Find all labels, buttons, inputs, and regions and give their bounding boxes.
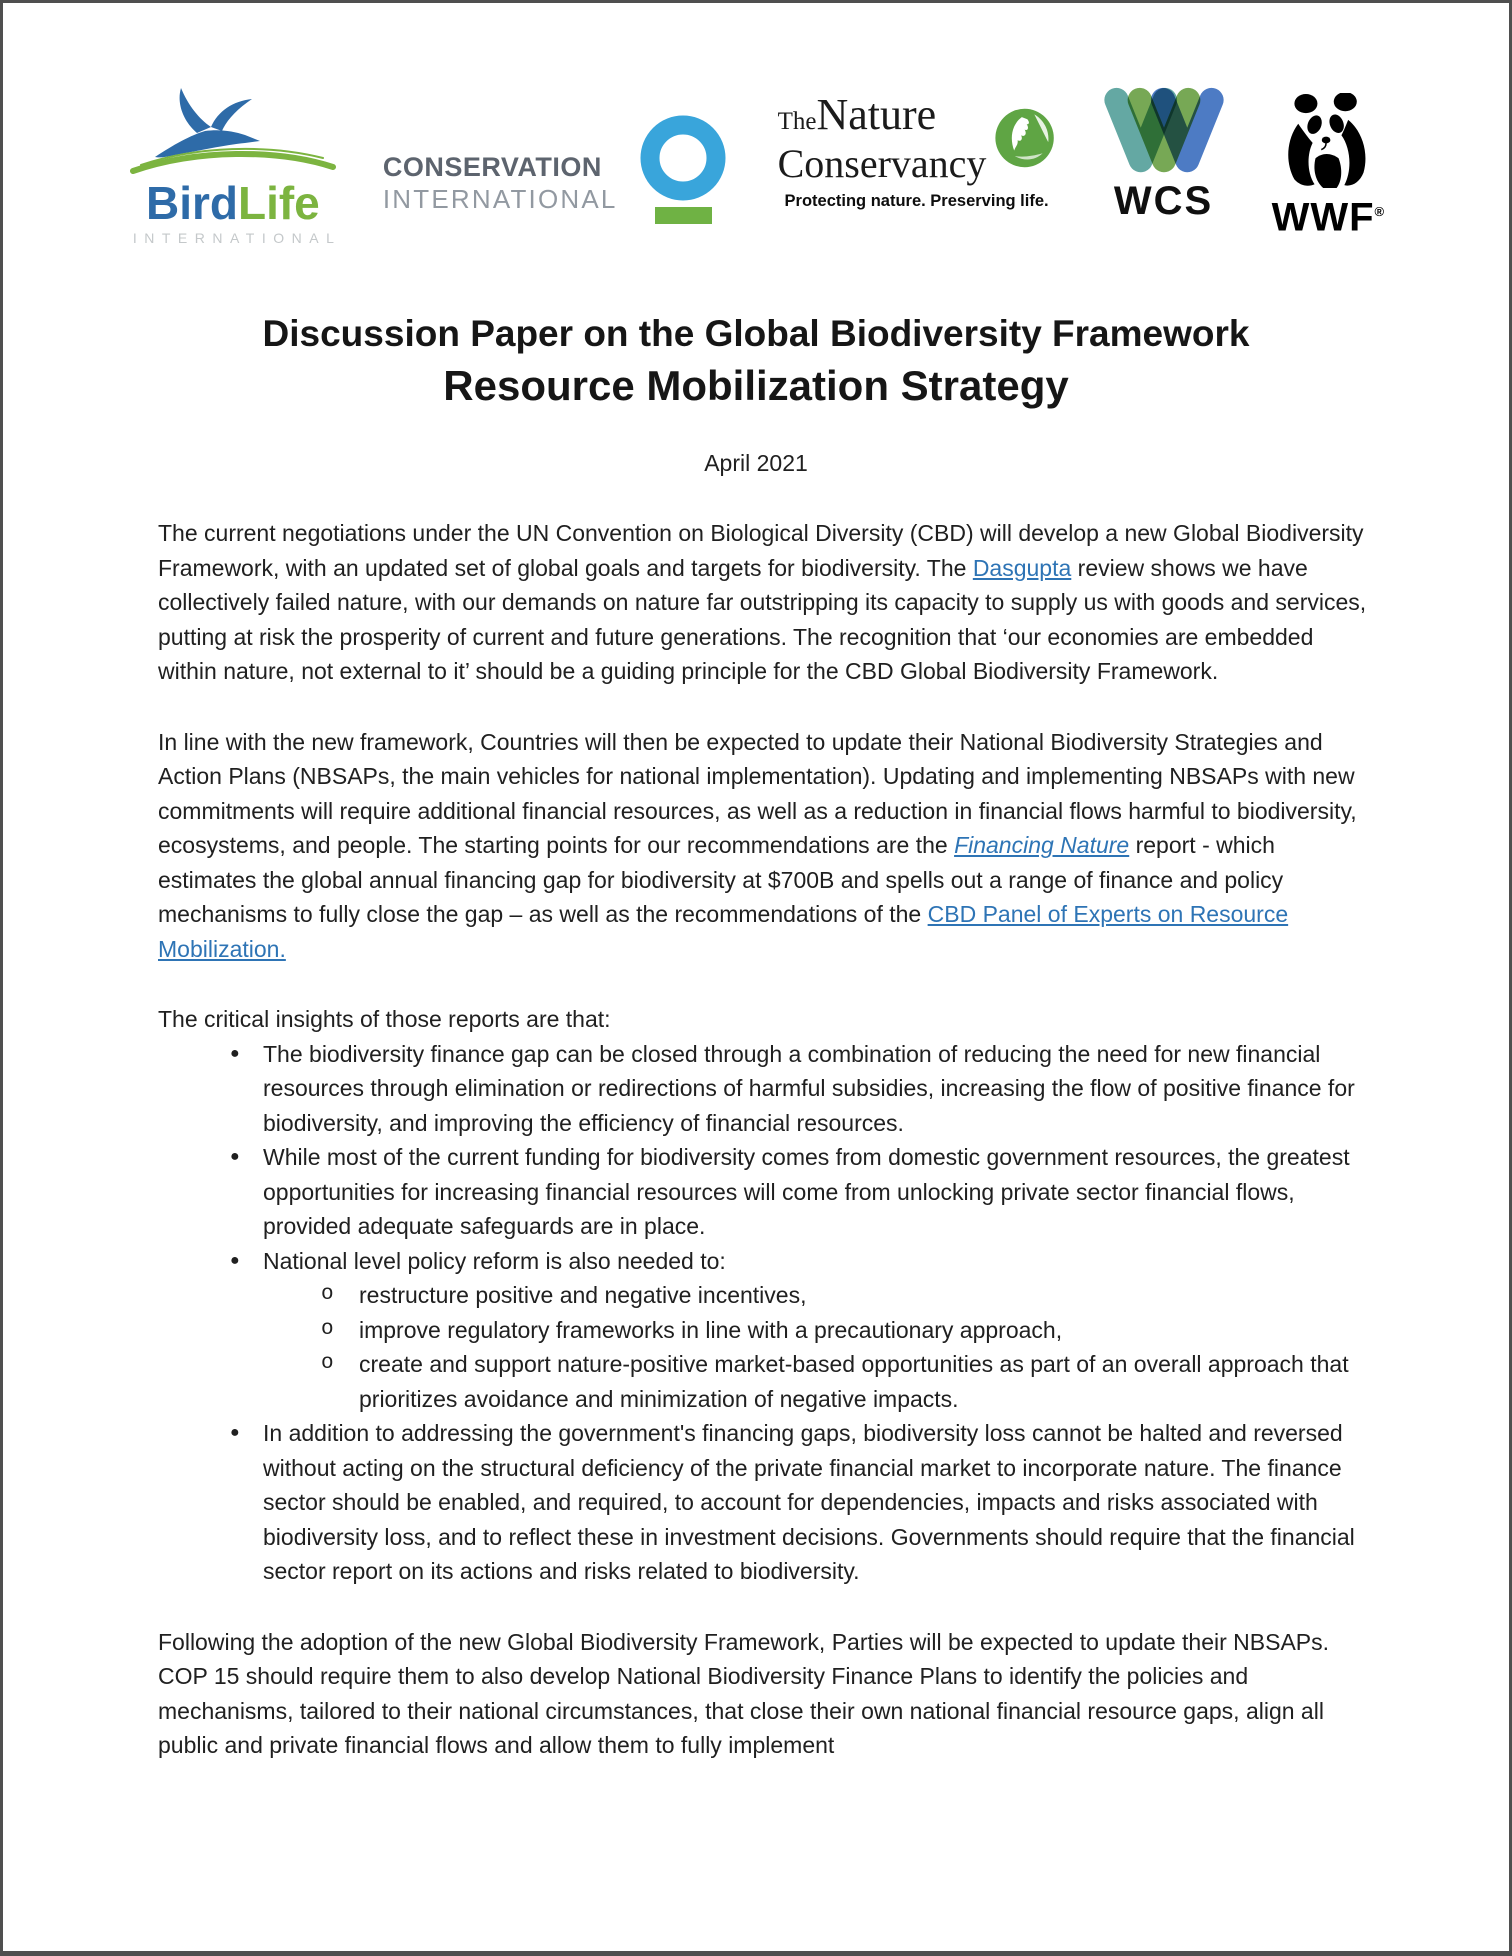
text-run: In line with the new framework, Countries will then be expected to update their National Biodiversity Strategies and Action Plans (NBSAPs, the main vehicles for national implementation). Updating and implementing NBSAPs with new commitments will require additional financial resources, as well as a reduction in financial flows harmful to biodiversity, ecosystems, and people. The starting points for our recommendations are the (158, 728, 1357, 858)
wcs-wordmark: WCS (1113, 179, 1214, 223)
nature-conservancy-logo (777, 90, 1056, 211)
sub-bullet-icon: o (321, 1283, 334, 1306)
hyperlink[interactable]: CBD Panel of Experts on Resource Mobilization. (158, 901, 1289, 962)
title-line2: Resource Mobilization Strategy (443, 362, 1069, 409)
list-item (158, 1037, 1374, 1141)
text-run: The current negotiations under the UN Convention on Biological Diversity (CBD) will develop a new Global Biodiversity Framework, with an updated set of global goals and targets for biodiversity. The (158, 520, 1364, 581)
document-title (3, 309, 1509, 413)
ci-line1: CONSERVATION (382, 152, 602, 182)
bullet-text: While most of the current funding for biodiversity comes from domestic government resources, the greatest opportunities for increasing financial resources will come from unlocking private sector financial flows, provided adequate safeguards are in place. (263, 1144, 1350, 1239)
sub-bullet-icon: o (321, 1317, 334, 1341)
ci-ring-icon (632, 113, 734, 231)
birdlife-logo (127, 83, 342, 246)
sub-bullet-text: improve regulatory frameworks in line with a precautionary approach, (359, 1316, 1063, 1343)
text-run: report - which estimates the global annual financing gap for biodiversity at $700B and spells out a range of finance and policy mechanisms to fully close the gap – as well as the recommendations of the (158, 832, 1284, 927)
wcs-w-icon (1100, 85, 1228, 177)
sub-bullet-text: restructure positive and negative incentives, (359, 1282, 807, 1308)
text-run: review shows we have collectively failed nature, with our demands on nature far outstripping its capacity to supply us with goods and services, putting at risk the prosperity of current and future generations. The recognition that ‘our economies are embedded within nature, not external to it’ should be a guiding principle for the CBD Global Biodiversity Framework. (158, 554, 1367, 684)
bullet-text: National level policy reform is also needed to: (263, 1247, 726, 1274)
list-item (158, 1244, 1374, 1417)
tnc-wordmark (777, 90, 987, 186)
tnc-word-the: The (777, 108, 817, 135)
bullet-icon: ● (230, 1148, 240, 1165)
birdlife-subtext: INTERNATIONAL (132, 230, 342, 246)
logo-strip (3, 81, 1509, 246)
ci-line2: INTERNATIONAL (382, 184, 618, 214)
sub-bullet-text: create and support nature-positive market-based opportunities as part of an overall approach that prioritizes avoidance and minimization of negative impacts. (359, 1351, 1349, 1412)
hyperlink[interactable]: Financing Nature (954, 832, 1130, 858)
title-line1: Discussion Paper on the Global Biodiversity Framework (262, 313, 1250, 354)
paragraph-intro-1 (158, 516, 1374, 689)
bullet-icon: ● (230, 1044, 240, 1062)
ci-wordmark (383, 151, 618, 215)
paragraph-intro-2 (158, 725, 1374, 967)
sub-list (263, 1278, 1374, 1416)
wwf-wordmark (1271, 194, 1386, 240)
bullet-text: The biodiversity finance gap can be closed through a combination of reducing the need for new financial resources through elimination or redirections of harmful subsidies, increasing the flow of positive finance for biodiversity, and improving the efficiency of financial resources. (263, 1040, 1355, 1136)
birdlife-word-life: Life (237, 177, 320, 229)
sub-list-item (263, 1313, 1374, 1348)
birdlife-word-bird: Bird (145, 177, 238, 229)
wwf-text: WWF (1271, 195, 1375, 240)
insights-list (158, 1037, 1374, 1589)
list-item (158, 1140, 1374, 1244)
hyperlink[interactable]: Dasgupta (972, 554, 1072, 581)
tnc-globe-icon (994, 95, 1055, 181)
paragraph-insights-intro: The critical insights of those reports are that: (158, 1006, 611, 1032)
bullet-icon: ● (230, 1251, 240, 1269)
wwf-logo (1271, 93, 1386, 240)
wwf-panda-icon (1280, 93, 1376, 189)
tnc-word-conservancy: Conservancy (777, 141, 987, 186)
tnc-tagline: Protecting nature. Preserving life. (784, 192, 1049, 210)
birdlife-wordmark (127, 177, 339, 229)
wwf-registered-mark: ® (1374, 204, 1386, 219)
list-item (158, 1416, 1374, 1589)
document-body (158, 516, 1374, 1799)
bullet-text: In addition to addressing the government's financing gaps, biodiversity loss cannot be halted and reversed without acting on the structural deficiency of the private financial market to incorporate nature. The finance sector should be enabled, and required, to account for dependencies, impacts and risks associated with biodiversity loss, and to reflect these in investment decisions. Governments should require that the financial sector report on its actions and risks related to biodiversity. (263, 1420, 1355, 1584)
document-date: April 2021 (704, 450, 808, 476)
sub-bullet-icon: o (321, 1352, 334, 1375)
tnc-word-nature: Nature (816, 90, 937, 139)
paragraph-closing: Following the adoption of the new Global Biodiversity Framework, Parties will be expected to update their NBSAPs. COP 15 should require them to also develop National Biodiversity Finance Plans to identify the policies and mechanisms, tailored to their national circumstances, that close their own national financial resource gaps, align all public and private financial flows and allow them to fully implement (158, 1628, 1330, 1758)
sub-list-item (263, 1347, 1374, 1416)
bullet-icon: ● (230, 1424, 240, 1441)
wcs-logo (1100, 85, 1228, 223)
birdlife-bird-icon (127, 83, 339, 175)
conservation-international-logo (383, 113, 734, 231)
sub-list-item (263, 1278, 1374, 1313)
